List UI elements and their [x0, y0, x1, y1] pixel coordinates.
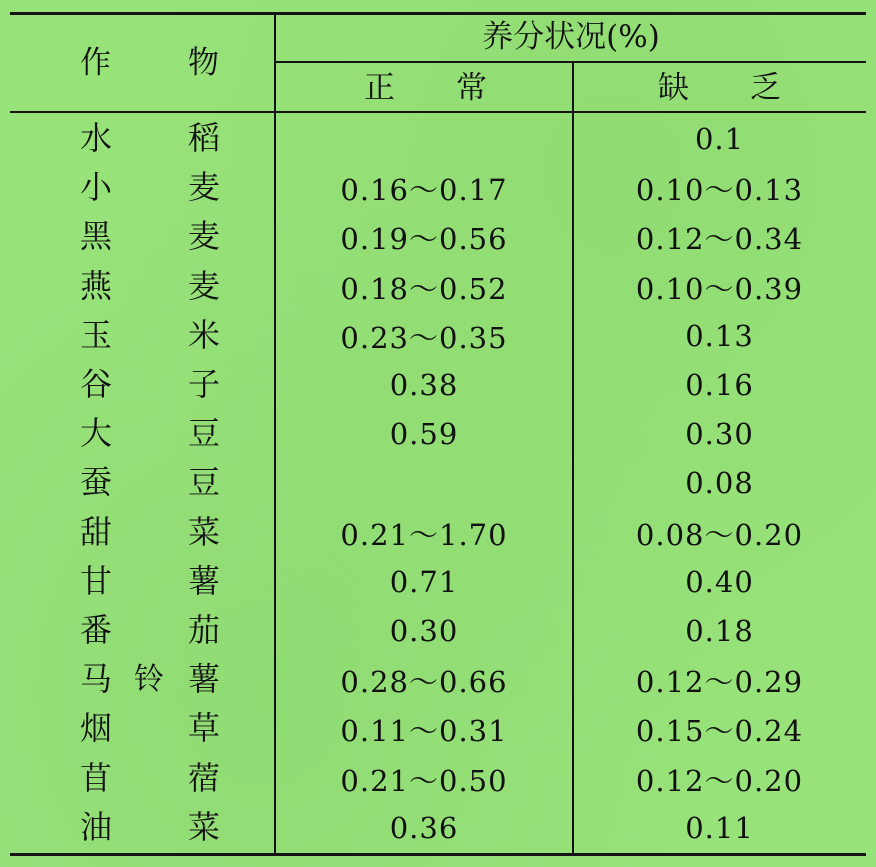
crop-char: 豆 — [188, 414, 221, 452]
table-row-crop — [10, 114, 275, 164]
table-cell-deficient: 0.18 — [685, 614, 754, 648]
table-row-crop — [10, 557, 275, 607]
table-cell-deficient: 0.08～0.20 — [635, 517, 804, 552]
table-row-crop — [10, 212, 275, 262]
crop-char: 薯 — [188, 562, 221, 600]
crop-char: 子 — [188, 365, 221, 403]
crop-char: 麦 — [188, 217, 221, 255]
table-cell-deficient: 0.1 — [694, 122, 745, 156]
table-cell-normal — [275, 458, 573, 508]
table-row-crop — [10, 508, 275, 558]
crop-char: 麦 — [188, 267, 221, 305]
table-cell-normal: 0.28～0.66 — [340, 664, 508, 699]
crop-char: 草 — [188, 709, 221, 747]
header-nutrient-status — [276, 14, 866, 61]
table-row-crop — [10, 754, 275, 804]
crop-char: 蚕 — [80, 463, 113, 501]
table-cell-deficient: 0.11 — [685, 811, 754, 845]
crop-char: 谷 — [80, 365, 113, 403]
crop-char: 苜 — [80, 759, 113, 797]
header-bottom-rule — [10, 111, 866, 113]
crop-char: 大 — [80, 414, 113, 452]
table-cell-normal — [275, 114, 573, 164]
table-row-crop — [10, 803, 275, 853]
header-normal-char-2: 常 — [456, 70, 487, 106]
table-cell-normal: 0.38 — [389, 368, 459, 402]
crop-char: 小 — [80, 168, 113, 206]
table-cell-deficient: 0.12～0.34 — [635, 221, 804, 256]
crop-char: 麦 — [188, 168, 221, 206]
table-cell-normal: 0.21～1.70 — [340, 517, 508, 552]
table-cell-deficient: 0.30 — [685, 417, 754, 451]
crop-char: 烟 — [80, 709, 113, 747]
table-cell-deficient: 0.16 — [685, 368, 754, 402]
table-row-crop — [10, 311, 275, 361]
crop-char: 马 — [80, 660, 113, 698]
crop-char: 甘 — [80, 562, 113, 600]
table-cell-deficient: 0.15～0.24 — [635, 713, 804, 748]
table-cell-deficient: 0.10～0.39 — [635, 271, 804, 306]
table-cell-normal: 0.18～0.52 — [340, 271, 508, 306]
table-row-crop — [10, 409, 275, 459]
table-row-crop — [10, 606, 275, 656]
table-cell-normal: 0.23～0.35 — [340, 320, 508, 355]
crop-char: 甜 — [80, 513, 113, 551]
header-crop-char-2: 物 — [188, 45, 219, 81]
crop-char: 薯 — [188, 660, 221, 698]
crop-char: 燕 — [80, 267, 113, 305]
table-row-crop — [10, 655, 275, 705]
header-deficient — [574, 63, 866, 111]
table-row-crop — [10, 704, 275, 754]
header-crop — [10, 14, 274, 111]
crop-char: 豆 — [188, 463, 221, 501]
table-cell-deficient: 0.08 — [685, 466, 754, 500]
crop-char: 铃 — [134, 662, 164, 697]
table-row-crop — [10, 458, 275, 508]
table-cell-deficient: 0.12～0.29 — [635, 664, 804, 699]
crop-char: 菜 — [188, 513, 221, 551]
table-cell-normal: 0.16～0.17 — [340, 172, 508, 207]
crop-char: 米 — [188, 316, 221, 354]
table-cell-deficient: 0.12～0.20 — [635, 763, 804, 798]
table-row-crop — [10, 163, 275, 213]
table-cell-normal: 0.71 — [389, 565, 459, 599]
table-cell-normal: 0.21～0.50 — [340, 763, 508, 798]
crop-char: 黑 — [80, 217, 113, 255]
crop-char: 水 — [80, 119, 113, 157]
crop-char: 番 — [80, 611, 113, 649]
header-crop-char-1: 作 — [80, 45, 111, 81]
crop-char: 蓿 — [188, 759, 221, 797]
table-cell-normal: 0.59 — [389, 417, 459, 451]
crop-char: 茄 — [188, 611, 221, 649]
table-cell-normal: 0.36 — [389, 811, 459, 845]
table-cell-normal: 0.30 — [389, 614, 459, 648]
header-normal-char-1: 正 — [364, 70, 395, 106]
table-cell-normal: 0.11～0.31 — [340, 713, 508, 748]
header-deficient-char-2: 乏 — [750, 70, 781, 106]
table-row-crop — [10, 360, 275, 410]
table-cell-deficient: 0.13 — [685, 319, 754, 353]
table-bottom-rule — [10, 853, 866, 856]
table-cell-deficient: 0.10～0.13 — [635, 172, 804, 207]
crop-char: 玉 — [80, 316, 113, 354]
table-cell-deficient: 0.40 — [685, 565, 754, 599]
crop-char: 油 — [80, 808, 113, 846]
header-normal — [276, 63, 572, 111]
header-deficient-char-1: 缺 — [658, 70, 689, 106]
header-nutrient-status-label: 养分状况(%) — [482, 19, 660, 55]
table-row-crop — [10, 262, 275, 312]
crop-char: 稻 — [188, 119, 221, 157]
table-cell-normal: 0.19～0.56 — [340, 221, 508, 256]
crop-char: 菜 — [188, 808, 221, 846]
